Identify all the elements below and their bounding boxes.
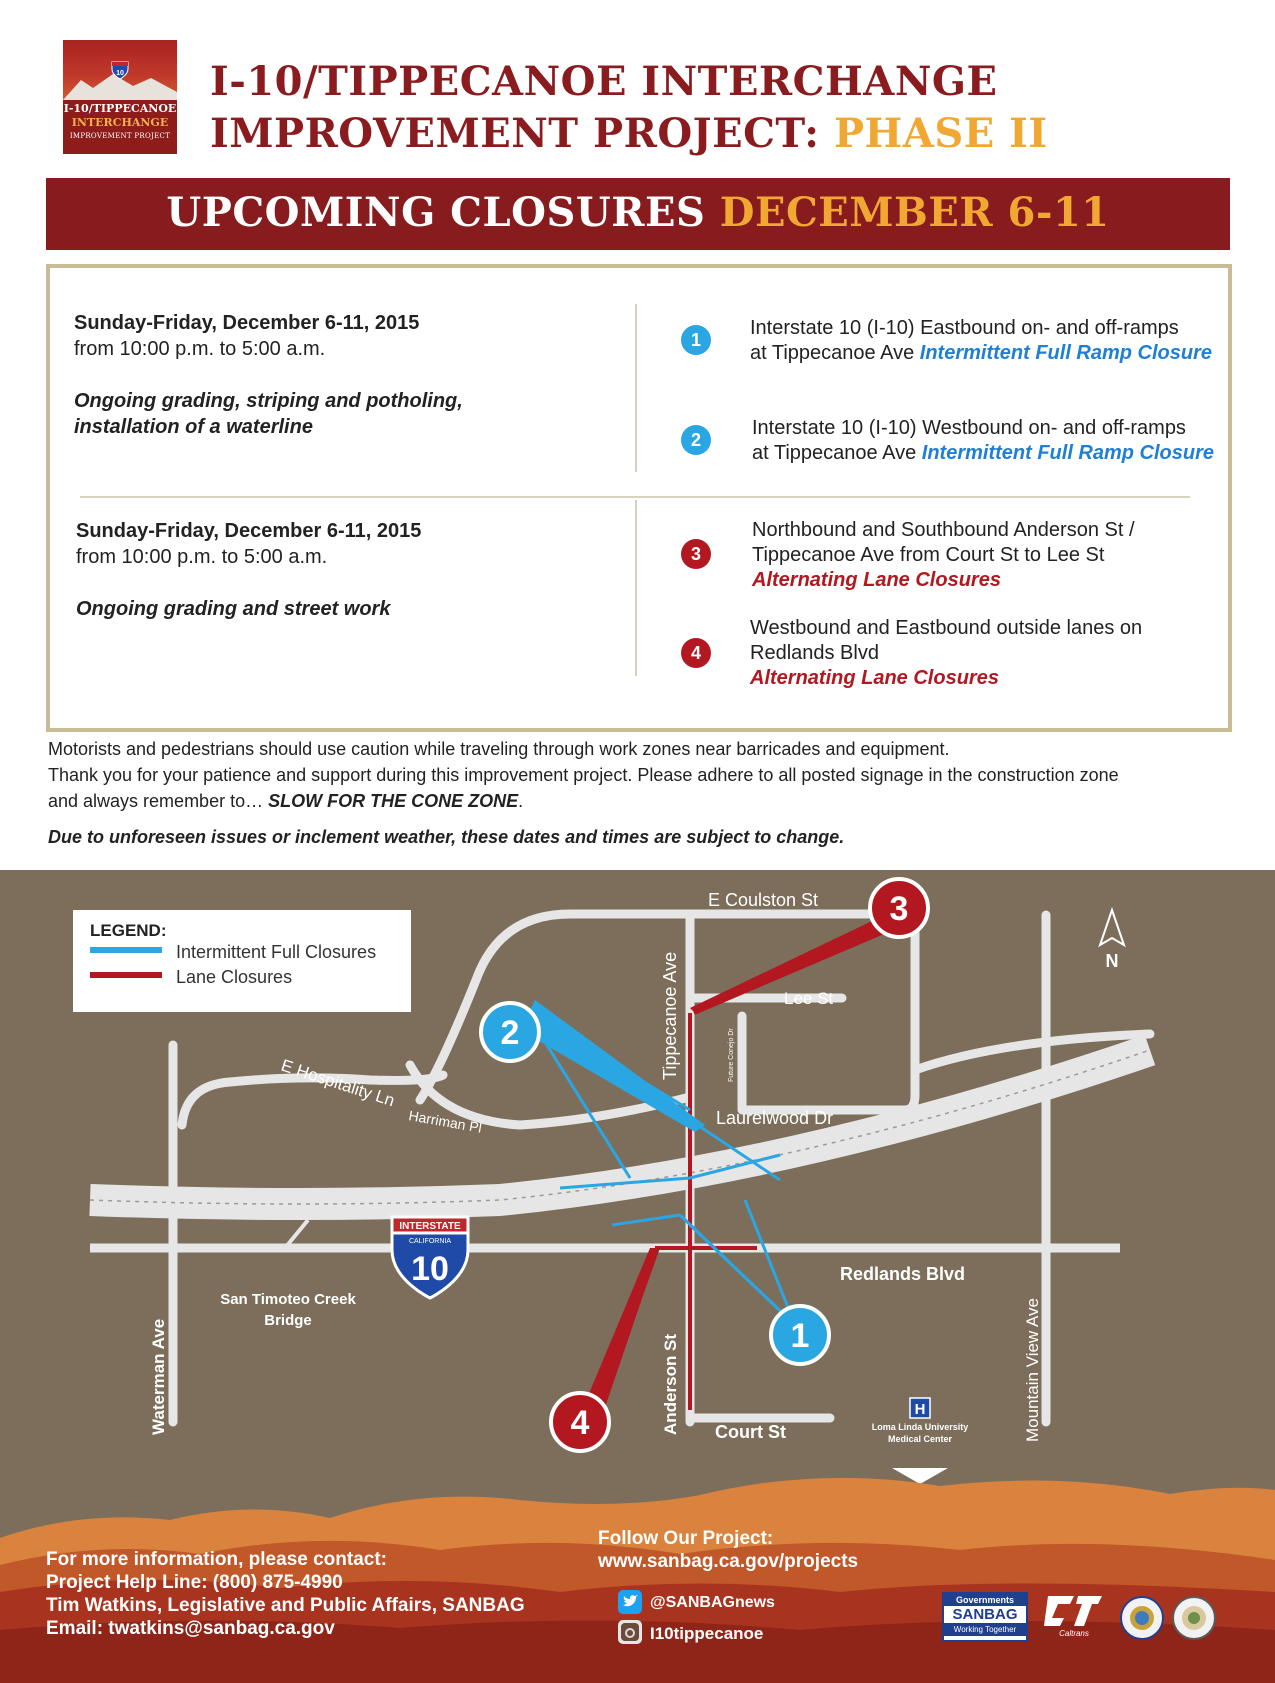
svg-text:N: N [1105,951,1119,971]
svg-text:10: 10 [116,70,124,77]
page-title-line2 [210,110,1048,157]
notice-line: and always remember to… [48,791,269,811]
twitter-icon [618,1590,642,1614]
svg-text:H: H [914,1401,926,1418]
project-logo [63,40,177,154]
twitter-handle[interactable]: @SANBAGnews [650,1594,775,1611]
schedule-work: Ongoing grading, striping and potholing, [74,390,463,412]
closure-type: Alternating Lane Closures [752,569,1001,591]
label-anderson: Anderson St [661,1333,680,1435]
svg-text:INTERSTATE: INTERSTATE [399,1221,461,1232]
map-marker-3 [870,879,928,937]
banner-dates: DECEMBER 6-11 [719,189,1110,236]
cone-zone-slogan: SLOW FOR THE CONE ZONE [268,791,519,811]
helpline: Project Help Line: (800) 875-4990 [46,1572,343,1593]
interstate-10-shield-icon [392,1217,468,1298]
closure-item-2 [752,416,1214,466]
closure-type: Intermittent Full Ramp Closure [919,342,1213,364]
svg-text:10: 10 [411,1250,449,1288]
closure-marker-3: 3 [681,539,711,569]
label-lee: Lee St [784,989,834,1008]
closure-marker-4: 4 [681,638,711,668]
closure-description: Northbound and Southbound Anderson St / [752,519,1135,541]
label-bridge: San Timoteo Creek [220,1291,356,1308]
label-hospital: Medical Center [887,1434,953,1444]
schedule-group-2 [76,518,596,622]
label-coulston: E Coulston St [708,890,819,910]
label-future-conejo: Future Conejo Dr [728,1028,735,1082]
closure-type: Alternating Lane Closures [750,667,999,689]
sanbag-logo: Governments SANBAG Working Together [942,1592,1028,1642]
county-seal-icon [1120,1596,1164,1640]
page-title-line1: I-10/TIPPECANOE INTERCHANGE [210,58,998,105]
notice-line: Motorists and pedestrians should use caution while traveling through work zones near barricades and equipment. [48,739,950,759]
schedule-hours: from 10:00 p.m. to 5:00 a.m. [74,338,326,360]
city-seal-icon [1172,1596,1216,1640]
schedule-dates: Sunday-Friday, December 6-11, 2015 [74,312,420,334]
notice-line: Thank you for your patience and support during this improvement project. Please adhere to all posted signage in the construction zone [48,765,1119,785]
svg-text:Intermittent Full Closures: Intermittent Full Closures [176,942,377,962]
logo-line1: I-10/TIPPECANOE [63,102,177,115]
closure-description: Interstate 10 (I-10) Eastbound on- and off-ramps [750,317,1179,339]
closure-item-4 [750,616,1142,691]
label-hospitality: E Hospitality Ln [278,1055,397,1111]
svg-text:3: 3 [889,890,909,928]
logo-line2: INTERCHANGE [71,116,169,129]
map-marker-1 [771,1306,829,1364]
closures-banner [46,178,1230,250]
lane-closure-pointer-4 [580,1248,660,1415]
divider [80,496,1190,498]
svg-text:Caltrans: Caltrans [1059,1629,1089,1638]
closure-map [0,870,1275,1683]
label-bridge: Bridge [264,1312,312,1329]
interstate-shield-icon [110,60,130,80]
map-marker-2 [481,1003,539,1061]
schedule-hours: from 10:00 p.m. to 5:00 a.m. [76,546,328,568]
label-redlands: Redlands Blvd [840,1264,966,1284]
svg-text:1: 1 [790,1317,810,1355]
label-waterman: Waterman Ave [149,1318,168,1435]
divider [635,304,637,472]
schedule-dates: Sunday-Friday, December 6-11, 2015 [76,520,422,542]
label-hospital: Loma Linda University [871,1422,969,1432]
map-marker-4 [551,1393,609,1451]
banner-main: UPCOMING CLOSURES [166,189,720,236]
title-accent: PHASE II [833,110,1048,157]
closure-item-3 [752,518,1135,593]
closure-location: Redlands Blvd [750,642,879,664]
contact-heading: For more information, please contact: [46,1549,387,1570]
contact-person: Tim Watkins, Legislative and Public Affairs, SANBAG [46,1595,525,1616]
closure-item-1 [750,316,1212,366]
label-mountain-view: Mountain View Ave [1023,1298,1042,1442]
svg-text:CALIFORNIA: CALIFORNIA [408,1238,452,1245]
schedule-group-1 [74,310,594,440]
closure-description: Westbound and Eastbound outside lanes on [750,617,1143,639]
svg-text:Lane Closures: Lane Closures [176,967,293,987]
closure-location: at Tippecanoe Ave [752,442,922,464]
north-arrow-icon [1100,910,1124,971]
closure-description: Interstate 10 (I-10) Westbound on- and off-ramps [752,417,1186,439]
project-url[interactable]: www.sanbag.ca.gov/projects [598,1551,859,1572]
caltrans-logo [1040,1592,1108,1638]
divider [635,500,637,676]
svg-text:4: 4 [570,1404,590,1442]
closure-marker-1: 1 [681,325,711,355]
svg-text:2: 2 [500,1014,520,1052]
instagram-handle[interactable]: I10tippecanoe [650,1624,764,1643]
follow-heading: Follow Our Project: [598,1528,774,1549]
schedule-box [46,264,1232,732]
contact-email[interactable]: Email: twatkins@sanbag.ca.gov [46,1618,335,1639]
instagram-icon [618,1620,642,1644]
closure-location: at Tippecanoe Ave [750,342,920,364]
schedule-work: Ongoing grading and street work [76,598,391,620]
disclaimer: Due to unforeseen issues or inclement weather, these dates and times are subject to change. [48,827,845,847]
label-harriman: Harriman Pl [407,1107,484,1136]
label-tippecanoe: Tippecanoe Ave [660,951,680,1080]
closure-location: Tippecanoe Ave from Court St to Lee St [752,544,1105,566]
logo-line3: IMPROVEMENT PROJECT [69,132,171,140]
label-laurelwood: Laurelwood Dr [716,1108,834,1128]
map-legend [73,910,411,1012]
notice-text: Motorists and pedestrians should use caution while traveling through work zones near barricades and equipment. Thank you for your patience and support during this improvement project. Please adhere to all posted signage in the construction zone and always remember to… SLOW FOR THE CONE ZONE. [48,736,1119,814]
svg-text:LEGEND:: LEGEND: [90,921,167,940]
closure-marker-2: 2 [681,425,711,455]
title-main: IMPROVEMENT PROJECT: [210,110,834,157]
closure-type: Intermittent Full Ramp Closure [921,442,1215,464]
schedule-work: installation of a waterline [74,416,313,438]
hospital-icon [910,1398,930,1418]
label-court: Court St [715,1422,786,1442]
